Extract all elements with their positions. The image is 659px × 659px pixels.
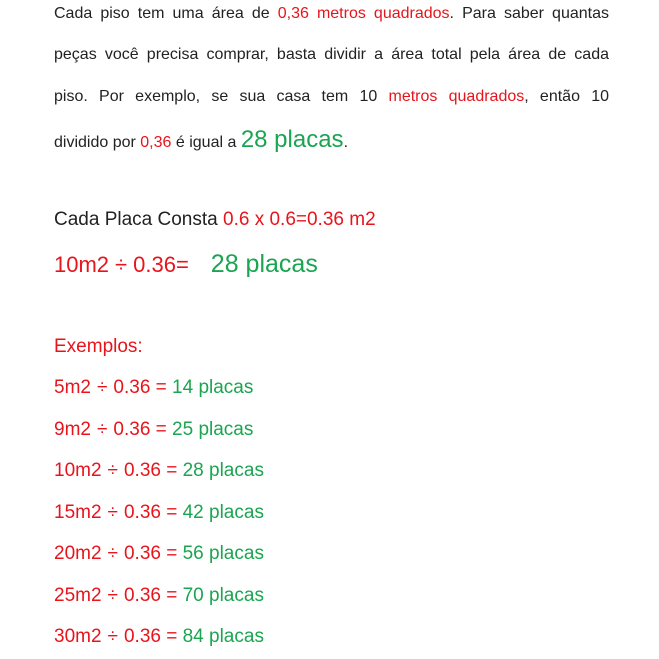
example-divisor: 0.36 = (123, 626, 178, 647)
example-result: 28 placas (177, 460, 264, 481)
divide-icon: ÷ (107, 502, 118, 523)
divide-icon: ÷ (96, 419, 108, 440)
result-highlight: 28 placas (240, 126, 344, 153)
main-calculation (54, 250, 318, 279)
intro-text: Cada piso tem uma área de (54, 5, 278, 22)
example-result: 25 placas (166, 419, 254, 440)
example-row (54, 501, 264, 525)
divide-icon: ÷ (107, 460, 118, 481)
intro-text: piso. Por exemplo, se sua casa tem 10 (54, 88, 389, 105)
example-result: 14 placas (166, 377, 254, 398)
intro-line-4 (54, 126, 609, 157)
example-row (54, 459, 264, 483)
intro-line-3 (54, 87, 609, 107)
example-row (54, 376, 253, 400)
divisor-highlight: 0,36 (140, 134, 172, 151)
example-area: 10m2 (54, 460, 102, 481)
example-row (54, 584, 264, 608)
constant-label: Cada Placa Consta (54, 209, 223, 230)
constant-line (54, 208, 376, 232)
example-area: 15m2 (54, 502, 102, 523)
divide-icon: ÷ (107, 626, 118, 647)
example-row (54, 542, 264, 566)
example-result: 56 placas (177, 543, 264, 564)
example-area: 20m2 (54, 543, 102, 564)
unit-highlight: metros quadrados (388, 88, 525, 105)
calc-result: 28 placas (210, 250, 318, 278)
calc-area: 10m2 (54, 252, 110, 277)
divide-icon: ÷ (107, 543, 118, 564)
example-result: 70 placas (177, 585, 264, 606)
intro-line-2 (54, 45, 609, 65)
divide-icon: ÷ (115, 252, 128, 277)
example-result: 42 placas (177, 502, 264, 523)
example-area: 25m2 (54, 585, 102, 606)
intro-text: , então 10 (524, 88, 610, 105)
example-area: 5m2 (54, 377, 91, 398)
example-area: 9m2 (54, 419, 91, 440)
example-divisor: 0.36 = (113, 419, 167, 440)
intro-text: . (343, 134, 349, 151)
example-divisor: 0.36 = (123, 502, 178, 523)
example-divisor: 0.36 = (123, 543, 178, 564)
example-area: 30m2 (54, 626, 102, 647)
example-row (54, 625, 264, 649)
example-row (54, 418, 253, 442)
divide-icon: ÷ (96, 377, 108, 398)
intro-text: dividido por (54, 134, 141, 151)
intro-text: é igual a (171, 134, 241, 151)
intro-text: . Para saber quantas (449, 5, 609, 22)
example-result: 84 placas (177, 626, 264, 647)
example-divisor: 0.36 = (123, 585, 178, 606)
intro-text: peças você precisa comprar, basta dividir a área total pela área de cada (54, 46, 609, 63)
divide-icon: ÷ (107, 585, 118, 606)
example-divisor: 0.36 = (113, 377, 167, 398)
constant-formula: 0.6 x 0.6=0.36 m2 (223, 209, 376, 230)
calc-divisor: 0.36= (133, 252, 189, 277)
area-highlight: 0,36 metros quadrados (277, 5, 450, 22)
intro-line-1 (54, 4, 609, 24)
example-divisor: 0.36 = (123, 460, 178, 481)
examples-heading: Exemplos: (54, 336, 143, 357)
